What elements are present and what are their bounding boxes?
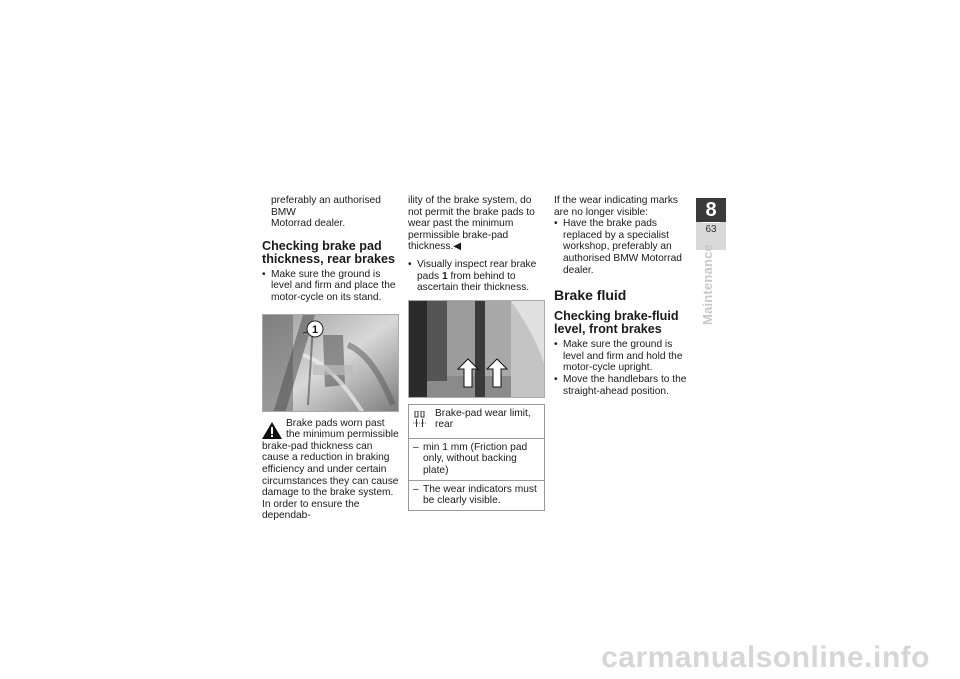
section-heading-brake-fluid: Brake fluid — [554, 287, 627, 304]
watermark: carmanualsonline.info — [601, 641, 930, 674]
dash-icon: – — [413, 441, 419, 453]
chapter-tab — [696, 198, 726, 250]
body-text — [408, 195, 545, 253]
chapter-number: 8 — [705, 199, 717, 221]
spec-row-min — [409, 439, 544, 481]
spec-table — [408, 404, 545, 511]
warning-text: brake-pad thickness can cause a reduction in braking efficiency and under certain circumstances they can cause damage to the brake system. — [262, 440, 399, 499]
brake-pad-spec-icon — [413, 411, 426, 427]
spec-row-indicators — [409, 481, 544, 510]
bullet-list — [554, 218, 691, 276]
bullet-text-part-1: Visually inspect rear brake pads — [417, 258, 537, 282]
section-heading-rear-brakes: Checking brake pad thickness, rear brakes — [262, 238, 396, 266]
dash-icon: – — [413, 483, 419, 495]
sub-heading-front-brakes: Checking brake-fluid level, front brakes — [554, 309, 679, 337]
intro-line-2: Motorrad dealer. — [271, 218, 346, 230]
spec-value: min 1 mm (Friction pad only, without backing plate) — [423, 441, 528, 476]
list-item — [408, 259, 545, 294]
column-3 — [554, 195, 691, 397]
body-text: If the wear indicating marks are no longer visible: — [554, 195, 679, 218]
brake-pads-photo — [408, 300, 545, 398]
body-text-content: ility of the brake system, do not permit the brake pads to wear past the minimum permissible brake-pad thickness. — [408, 195, 535, 253]
tab-divider — [702, 222, 720, 223]
callout-number: 1 — [311, 323, 319, 336]
brake-caliper-photo — [262, 314, 399, 412]
column-2 — [408, 195, 545, 511]
list-item: • Have the brake pads replaced by a specialist workshop, preferably an authorised BMW Motorrad dealer. — [554, 218, 691, 276]
bullet-list — [554, 339, 691, 397]
page-number: 63 — [705, 224, 717, 235]
list-item: • Move the handlebars to the straight-ahead position. — [554, 374, 691, 397]
continuation-text: In order to ensure the dependab- — [262, 498, 360, 522]
chapter-side-label: Maintenance — [700, 244, 715, 325]
bullet-list — [408, 259, 545, 294]
spec-title: Brake-pad wear limit, rear — [435, 407, 531, 431]
brake-caliper-illustration — [263, 315, 399, 412]
bullet-text-part-2: from behind to ascertain their thickness. — [417, 270, 530, 294]
spec-title-row — [409, 405, 544, 439]
list-item: • Make sure the ground is level and firm and place the motor-cycle on its stand. — [262, 269, 399, 304]
column-1 — [262, 195, 399, 522]
warning-line-1: Brake pads worn past — [286, 417, 385, 429]
warning-triangle-icon — [262, 422, 282, 439]
list-item: • Make sure the ground is level and firm and hold the motor-cycle upright. — [554, 339, 691, 374]
spec-value: The wear indicators must be clearly visible. — [423, 483, 537, 507]
reference-number: 1 — [441, 270, 448, 282]
warning-block — [262, 418, 399, 499]
bullet-list — [262, 269, 399, 304]
brake-pads-illustration — [409, 301, 545, 398]
intro-line-1: preferably an authorised BMW — [271, 195, 381, 218]
end-mark-icon: ◀ — [453, 241, 462, 253]
warning-line-2: the minimum permissible — [286, 429, 399, 441]
